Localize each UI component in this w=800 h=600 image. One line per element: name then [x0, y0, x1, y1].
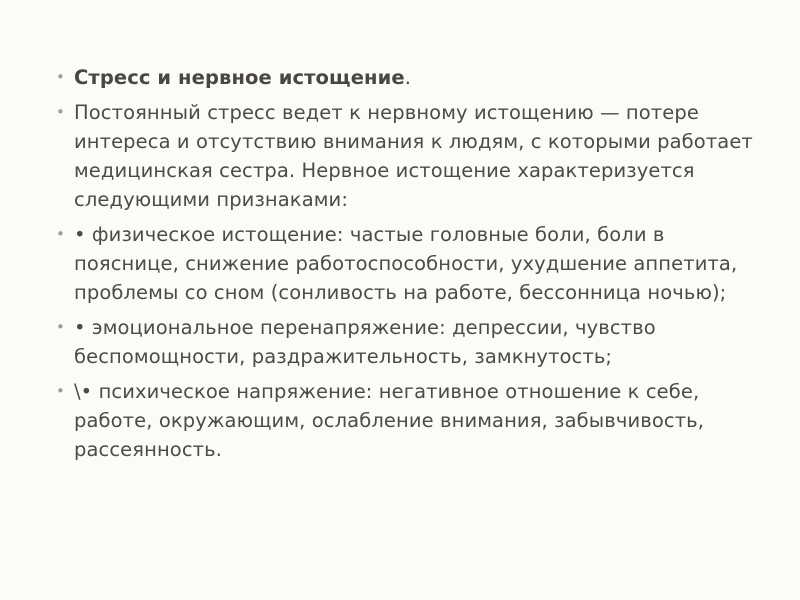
list-item — [56, 98, 756, 214]
bullet-icon: • — [56, 103, 65, 121]
heading-period: . — [404, 66, 412, 89]
bullet-icon: • — [56, 68, 65, 86]
bullet-icon: • — [56, 382, 65, 400]
emotional-strain-text: • эмоциональное перенапряжение: депрессии, чувство беспомощности, раздражительность, замкнутость; — [74, 316, 656, 368]
mental-tension-text: \• психическое напряжение: негативное отношение к себе, работе, окружающим, ослабление внимания, забывчивость, рассеянность. — [74, 380, 705, 461]
list-item — [56, 313, 756, 371]
list-item — [56, 377, 756, 464]
physical-exhaustion-text: • физическое истощение: частые головные боли, боли в пояснице, снижение работоспособности, ухудшение аппетита, проблемы со сном (сонливость на работе, бессонница ночью); — [74, 223, 738, 304]
slide-heading — [74, 63, 756, 92]
bullet-list — [56, 63, 756, 470]
intro-paragraph: Постоянный стресс ведет к нервному истощению — потере интереса и отсутствию внимания к людям, с которыми работает медицинская сестра. Нервное истощение характеризуется следующими признаками: — [74, 101, 753, 211]
heading-text: Стресс и нервное истощение — [74, 66, 405, 89]
list-item — [56, 63, 756, 92]
list-item — [56, 220, 756, 307]
bullet-icon: • — [56, 225, 65, 243]
bullet-icon: • — [56, 318, 65, 336]
